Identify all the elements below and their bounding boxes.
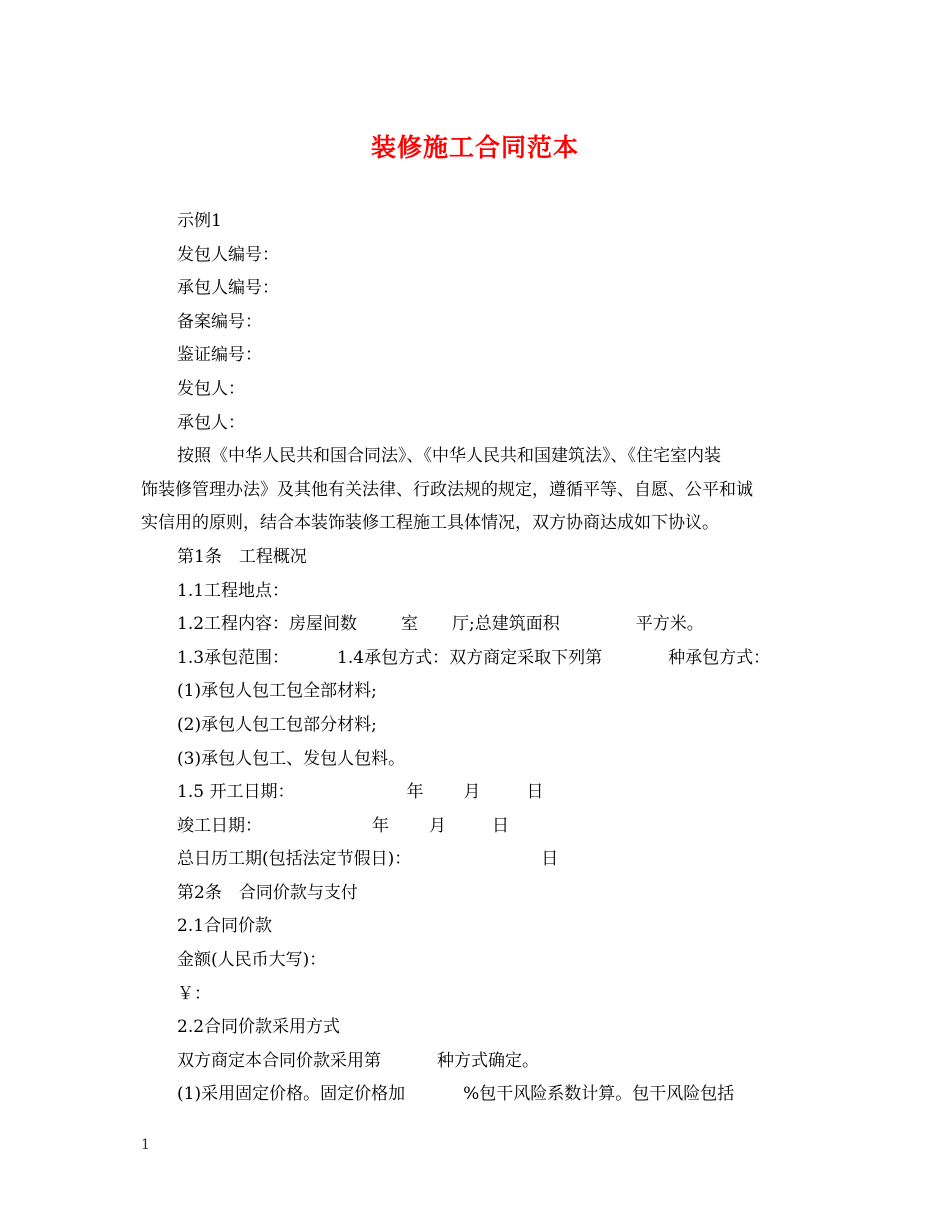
text-segment: 年: [372, 815, 389, 836]
text-line: [141, 1045, 813, 1079]
text-line: 承包人：: [177, 412, 245, 433]
section-heading: 第2条 合同价款与支付: [177, 882, 358, 903]
text-segment: 1.5 开工日期：: [177, 782, 295, 803]
text-line: [141, 1078, 813, 1112]
paragraph-line: 实信用的原则，结合本装饰装修工程施工具体情况，双方协商达成如下协议。: [141, 513, 719, 534]
text-line: (3)承包人包工、发包人包料。: [177, 748, 406, 769]
document-body: [141, 205, 813, 1112]
section-heading: 第1条 工程概况: [177, 546, 307, 567]
text-line: [141, 642, 813, 676]
text-segment: 日: [541, 849, 559, 870]
text-segment: 月: [429, 815, 446, 836]
text-segment: 平方米。: [635, 614, 704, 635]
text-segment: 日: [526, 782, 544, 803]
text-segment: 日: [492, 815, 509, 836]
text-line: 2.2合同价款采用方式: [177, 1017, 341, 1038]
text-line: 承包人编号：: [177, 278, 279, 299]
text-line: 鉴证编号：: [177, 345, 262, 366]
page-title: 装修施工合同范本: [370, 133, 579, 162]
text-segment: 竣工日期：: [177, 815, 262, 836]
text-line: 1.1工程地点：: [177, 580, 290, 601]
text-line: [141, 776, 813, 810]
paragraph-line: 饰装修管理办法》及其他有关法律、行政法规的规定，遵循平等、自愿、公平和诚: [141, 479, 753, 500]
paragraph-line: 按照《中华人民共和国合同法》、《中华人民共和国建筑法》、《住宅室内装: [177, 446, 721, 467]
text-line: [141, 608, 813, 642]
text-segment: 1.3承包范围：: [177, 647, 290, 668]
text-segment: 月: [463, 782, 481, 803]
text-line: [141, 810, 813, 844]
text-segment: 双方商定本合同价款采用第: [177, 1050, 381, 1071]
text-segment: 年: [406, 782, 424, 803]
text-segment: %包干风险系数计算。包干风险包括: [463, 1084, 735, 1105]
text-line: [141, 843, 813, 877]
text-line: 发包人编号：: [177, 244, 279, 265]
text-line: 发包人：: [177, 378, 245, 399]
text-segment: 种承包方式：: [668, 647, 771, 668]
text-line: 备案编号：: [177, 311, 262, 332]
text-segment: 厅;总建筑面积: [452, 614, 560, 635]
text-line: 示例1: [177, 211, 222, 231]
text-line: 金额(人民币大写)：: [177, 950, 327, 971]
page-number: 1: [141, 1137, 150, 1153]
text-line: (2)承包人包工包部分材料;: [177, 714, 377, 735]
text-segment: 种方式确定。: [437, 1050, 539, 1071]
text-segment: 1.2工程内容：房屋间数: [177, 614, 358, 635]
text-line: (1)承包人包工包全部材料;: [177, 681, 377, 702]
text-line: 2.1合同价款: [177, 916, 273, 937]
text-segment: 总日历工期(包括法定节假日)：: [177, 849, 412, 870]
text-line: ￥：: [177, 983, 211, 1004]
text-segment: 1.4承包方式：双方商定采取下列第: [337, 647, 603, 668]
text-segment: (1)采用固定价格。固定价格加: [177, 1084, 406, 1105]
text-segment: 室: [401, 614, 419, 635]
